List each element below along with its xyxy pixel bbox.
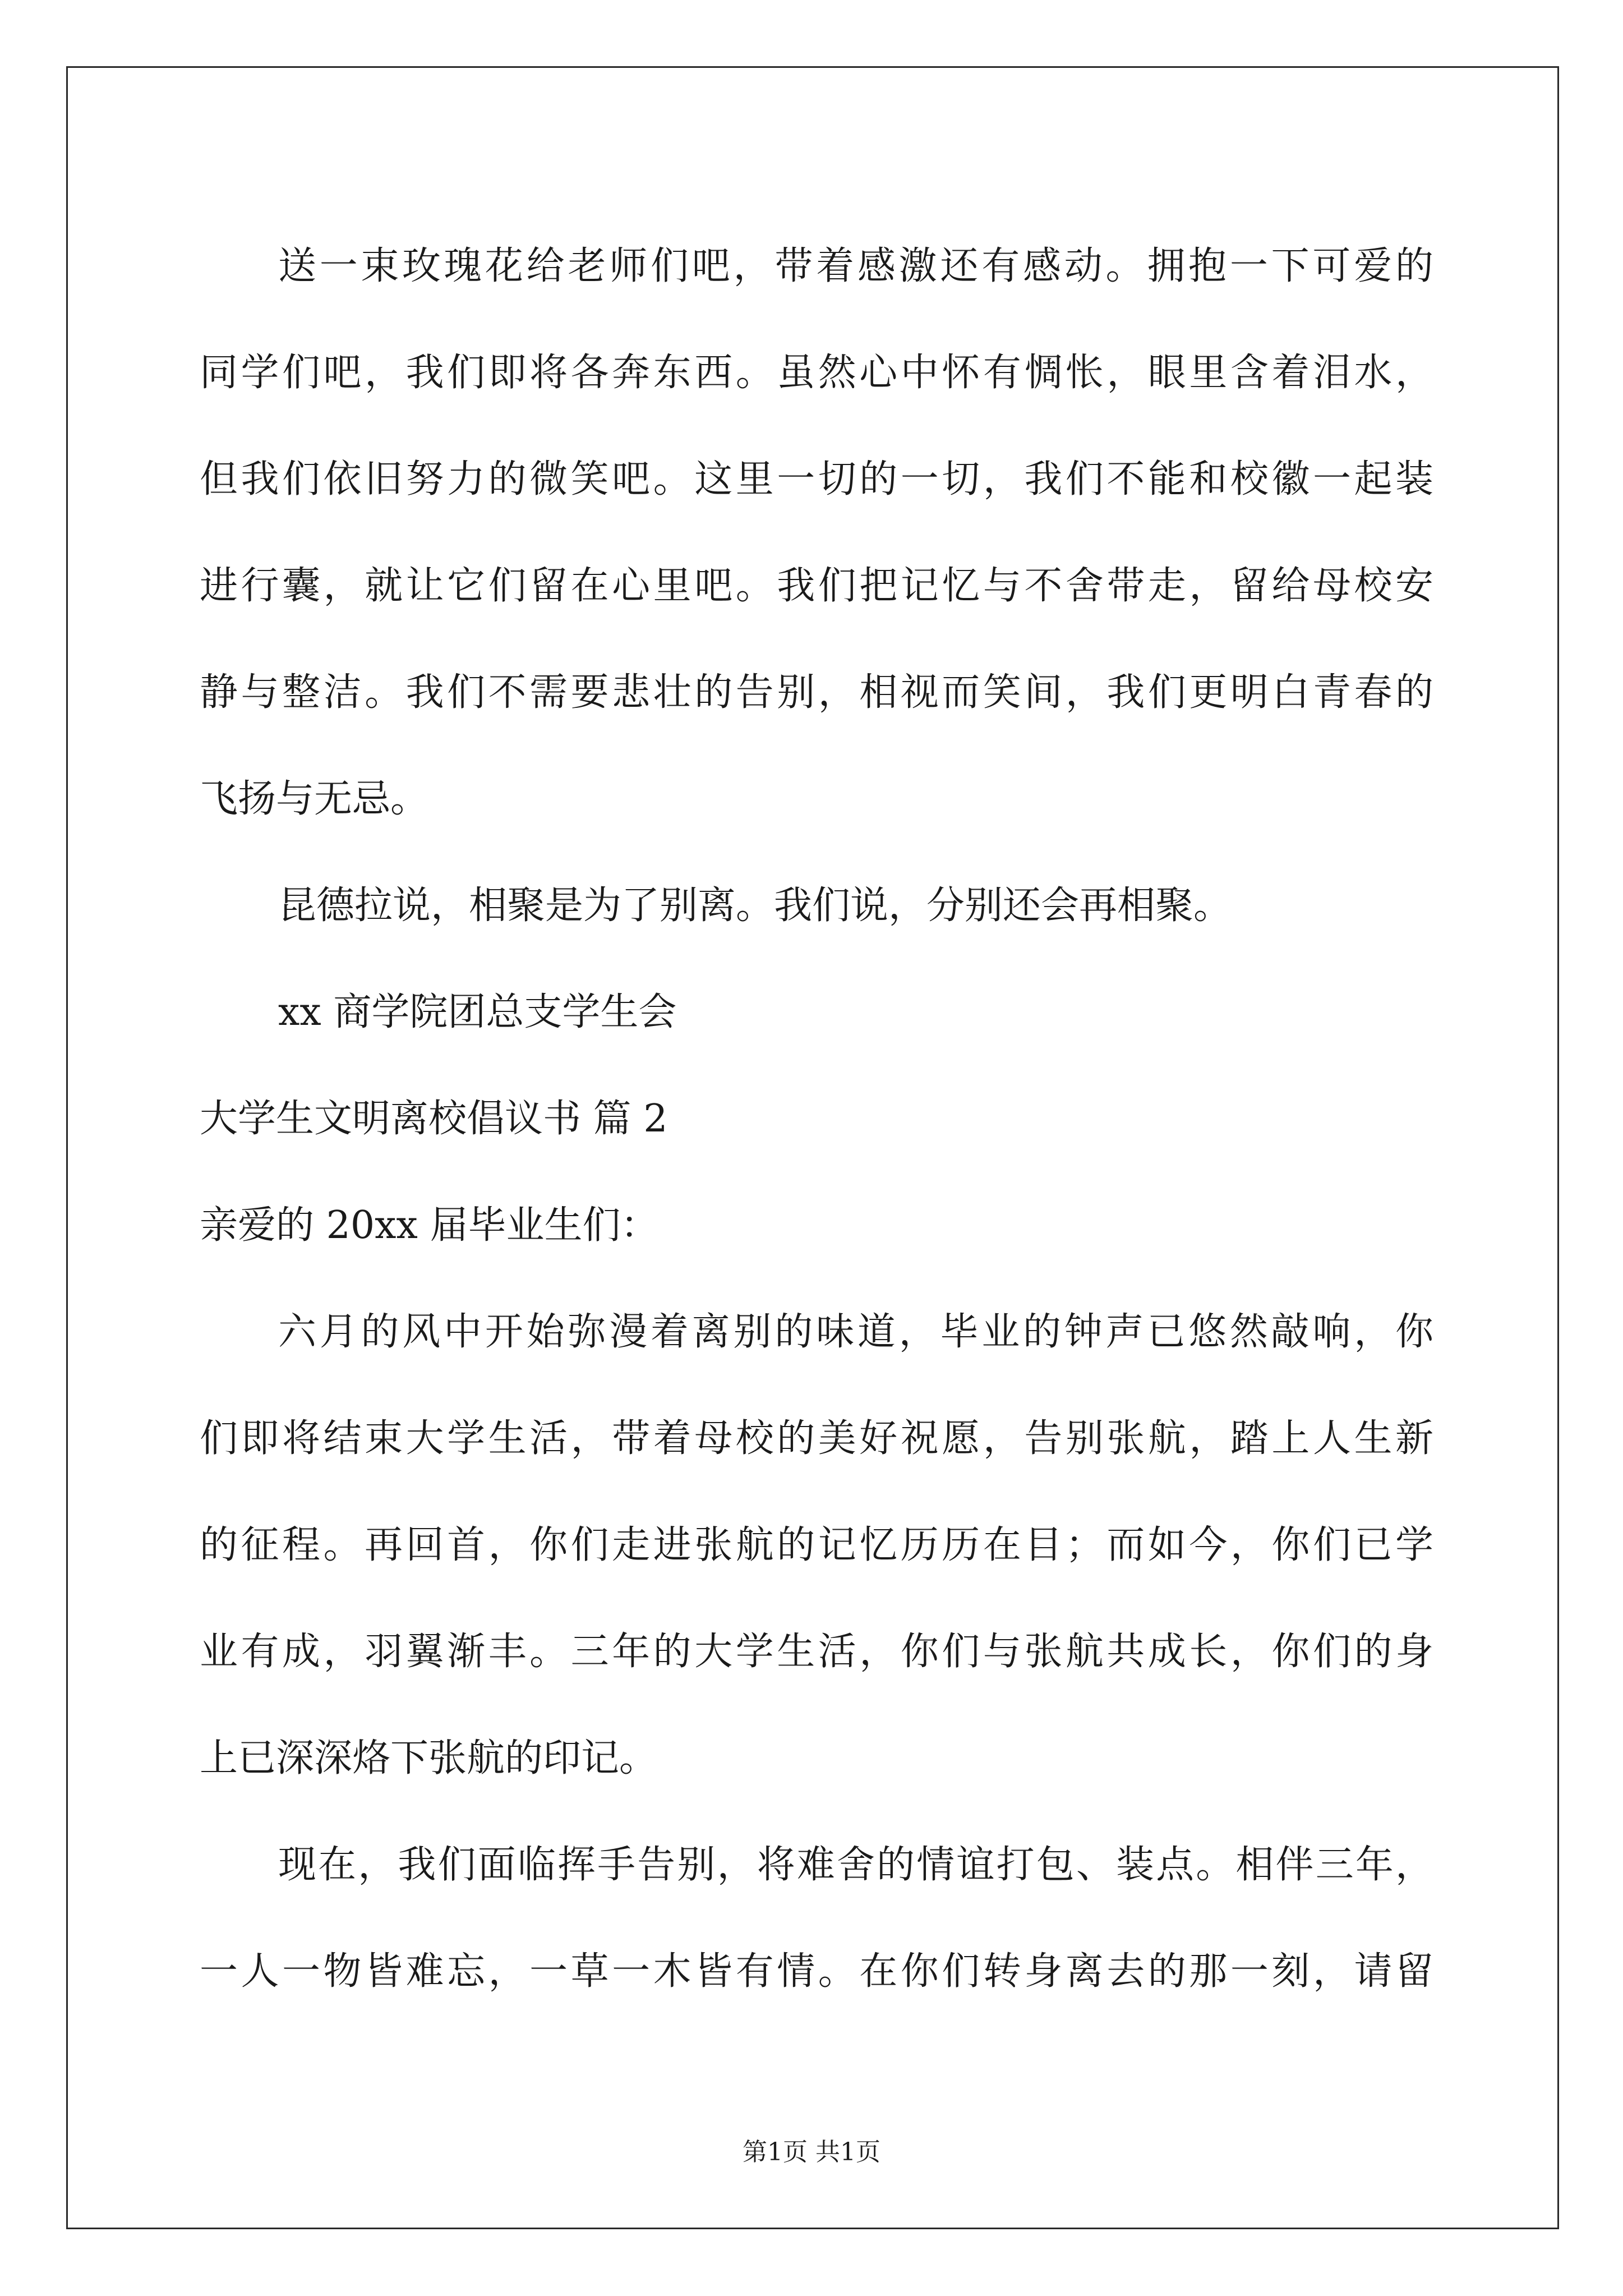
paragraph-line: 现在，我们面临挥手告别，将难舍的情谊打包、装点。相伴三年， — [278, 1843, 1433, 1887]
paragraph-line: 上已深深烙下张航的印记。 — [200, 1736, 658, 1780]
paragraph-line: 静与整洁。我们不需要悲壮的告别，相视而笑间，我们更明白青春的 — [200, 670, 1433, 715]
paragraph-line: 们即将结束大学生活，带着母校的美好祝愿，告别张航，踏上人生新 — [200, 1416, 1433, 1461]
paragraph-line: 飞扬与无忌。 — [200, 777, 429, 821]
signature: xx 商学院团总支学生会 — [278, 990, 677, 1034]
paragraph-line: 六月的风中开始弥漫着离别的味道，毕业的钟声已悠然敲响，你 — [278, 1310, 1433, 1354]
paragraph-line: 的征程。再回首，你们走进张航的记忆历历在目；而如今，你们已学 — [200, 1523, 1433, 1567]
paragraph-line: 一人一物皆难忘，一草一木皆有情。在你们转身离去的那一刻，请留 — [200, 1949, 1433, 1994]
document-body — [200, 213, 1433, 2025]
paragraph-line: 但我们依旧努力的微笑吧。这里一切的一切，我们不能和校徽一起装 — [200, 457, 1433, 501]
paragraph-line: 业有成，羽翼渐丰。三年的大学生活，你们与张航共成长，你们的身 — [200, 1630, 1433, 1674]
section-heading: 大学生文明离校倡议书 篇 2 — [200, 1097, 668, 1141]
salutation: 亲爱的 20xx 届毕业生们： — [200, 1203, 659, 1248]
paragraph-line: 送一束玫瑰花给老师们吧，带着感激还有感动。拥抱一下可爱的 — [278, 244, 1433, 288]
page-number-footer: 第1页 共1页 — [743, 2138, 880, 2166]
paragraph-line: 进行囊，就让它们留在心里吧。我们把记忆与不舍带走，留给母校安 — [200, 564, 1433, 608]
paragraph-kundera-quote: 昆德拉说，相聚是为了别离。我们说，分别还会再相聚。 — [278, 884, 1232, 928]
paragraph-line: 同学们吧，我们即将各奔东西。虽然心中怀有惆怅，眼里含着泪水， — [200, 351, 1433, 395]
